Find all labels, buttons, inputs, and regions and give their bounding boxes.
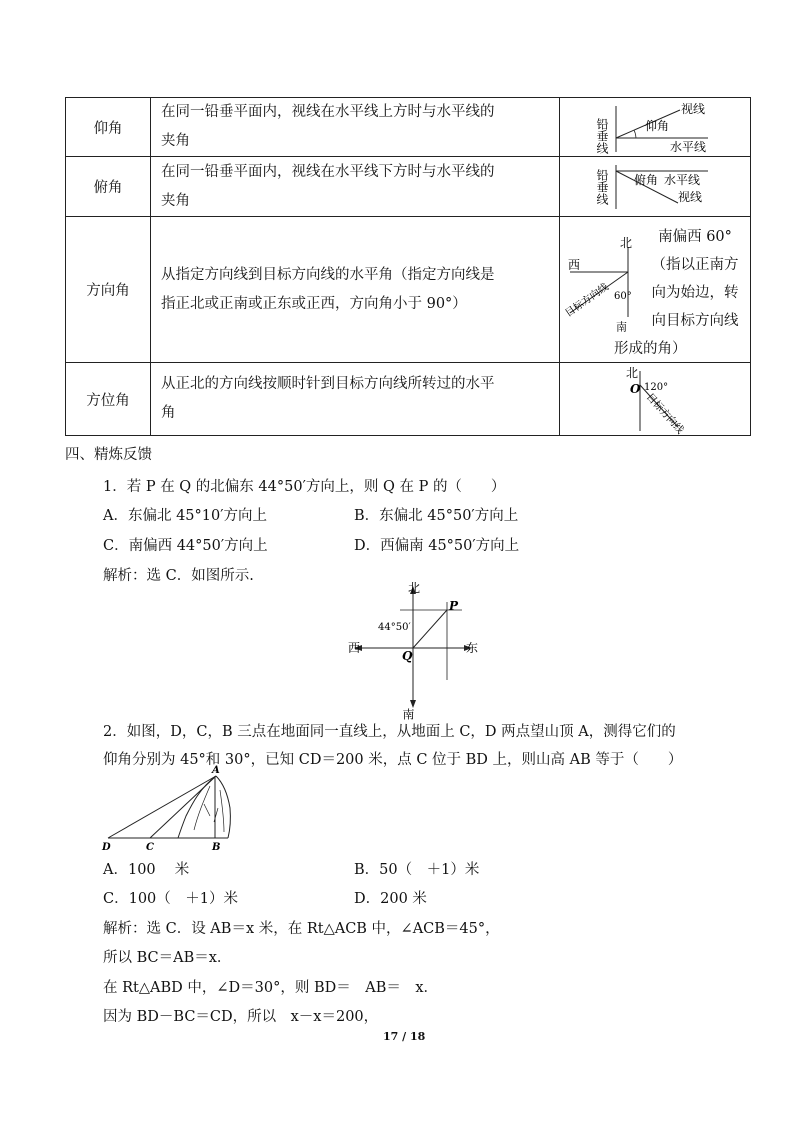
point-p-label: P: [449, 599, 459, 613]
q2-stem-line1: 2．如图，D，C，B 三点在地面同一直线上，从地面上 C，D 两点望山顶 A，测得它们的: [103, 724, 676, 740]
q2-solution-line: 因为 BD－BC＝CD，所以 x－x＝200，: [103, 1009, 379, 1025]
west-label: 西: [348, 641, 361, 655]
table-row: [66, 217, 751, 363]
definition-cell: 从指定方向线到目标方向线的水平角（指定方向线是 指正北或正南或正东或正西，方向角小于 90°）: [151, 217, 560, 363]
point-c-label: C: [146, 842, 154, 853]
point-b-label: B: [212, 842, 221, 853]
point-q-label: Q: [402, 649, 413, 663]
q2-mountain-figure: [100, 764, 240, 852]
term-cell: 方向角: [66, 217, 151, 363]
west-label: 西: [568, 258, 581, 272]
origin-label: O: [630, 382, 641, 396]
diagram-cell: [560, 363, 751, 436]
sight-label: 视线: [681, 102, 706, 116]
direction-angle-note-end: 形成的角）: [614, 341, 687, 357]
term-cell: 仰角: [66, 98, 151, 157]
definition-cell: 从正北的方向线按顺时针到目标方向线所转过的水平 角: [151, 363, 560, 436]
q1-option-d: D．西偏南 45°50′方向上: [354, 538, 520, 554]
diagram-cell: [560, 217, 751, 363]
vertical-label: 铅垂线: [595, 169, 609, 205]
target-line-label: 目标方向线: [563, 281, 611, 320]
point-d-label: D: [102, 842, 111, 853]
q2-option-d: D．200 米: [354, 891, 427, 907]
concept-table: [65, 97, 751, 436]
q1-option-b: B．东偏北 45°50′方向上: [354, 508, 519, 524]
east-label: 东: [466, 641, 479, 655]
vertical-label: 铅垂线: [595, 118, 609, 154]
definition-cell: 在同一铅垂平面内，视线在水平线上方时与水平线的 夹角: [151, 98, 560, 157]
point-a-label: A: [212, 765, 220, 776]
sight-label: 视线: [678, 190, 703, 204]
table-row: [66, 363, 751, 436]
q2-option-b: B．50（ ＋1）米: [354, 862, 480, 878]
south-label: 南: [401, 708, 415, 720]
q2-solution-line: 在 Rt△ABD 中，∠D＝30°，则 BD＝ AB＝ x．: [103, 980, 439, 996]
angle-label: 仰角: [645, 119, 670, 133]
horizontal-label: 水平线: [664, 173, 701, 187]
elevation-angle-diagram: [560, 98, 750, 157]
table-row: [66, 157, 751, 217]
angle-label: 44°50′: [378, 622, 411, 633]
term-cell: 方位角: [66, 363, 151, 436]
q1-option-c: C．南偏西 44°50′方向上: [103, 538, 268, 554]
table-row: [66, 98, 751, 157]
q2-solution-line: 解析：选 C．设 AB＝x 米，在 Rt△ACB 中，∠ACB＝45°，: [103, 921, 500, 937]
section-title: 四、精炼反馈: [65, 447, 152, 463]
target-line-label: 目标方向线: [643, 391, 686, 437]
north-label: 北: [408, 581, 421, 595]
term-cell: 俯角: [66, 157, 151, 217]
direction-angle-note: 南偏西 60° （指以正南方 向为始边，转 向目标方向线: [651, 229, 739, 329]
south-label: 南: [614, 321, 628, 332]
page-number: 17 / 18: [383, 1030, 426, 1043]
q1-analysis: 解析：选 C．如图所示.: [103, 568, 254, 584]
definition-cell: 在同一铅垂平面内，视线在水平线下方时与水平线的 夹角: [151, 157, 560, 217]
angle-label: 120°: [644, 382, 669, 393]
bearing-angle-diagram: [560, 363, 750, 436]
north-label: 北: [626, 366, 639, 380]
q2-solution-line: 所以 BC＝AB＝x．: [103, 950, 232, 966]
angle-label: 俯角: [634, 173, 659, 187]
horizontal-label: 水平线: [670, 140, 707, 154]
q1-option-a: A．东偏北 45°10′方向上: [103, 508, 268, 524]
diagram-cell: [560, 98, 751, 157]
q1-stem: 1．若 P 在 Q 的北偏东 44°50′方向上，则 Q 在 P 的（ ）: [103, 479, 506, 495]
depression-angle-diagram: [560, 157, 750, 217]
north-label: 北: [620, 236, 633, 250]
q2-stem-line2: 仰角分别为 45°和 30°，已知 CD＝200 米，点 C 位于 BD 上，则山高 AB 等于（ ）: [103, 752, 683, 768]
diagram-cell: [560, 157, 751, 217]
angle-label: 60°: [614, 291, 632, 302]
q1-compass-figure: [340, 580, 490, 720]
q2-option-a: A．100 米: [103, 862, 190, 878]
q2-option-c: C．100（ ＋1）米: [103, 891, 238, 907]
